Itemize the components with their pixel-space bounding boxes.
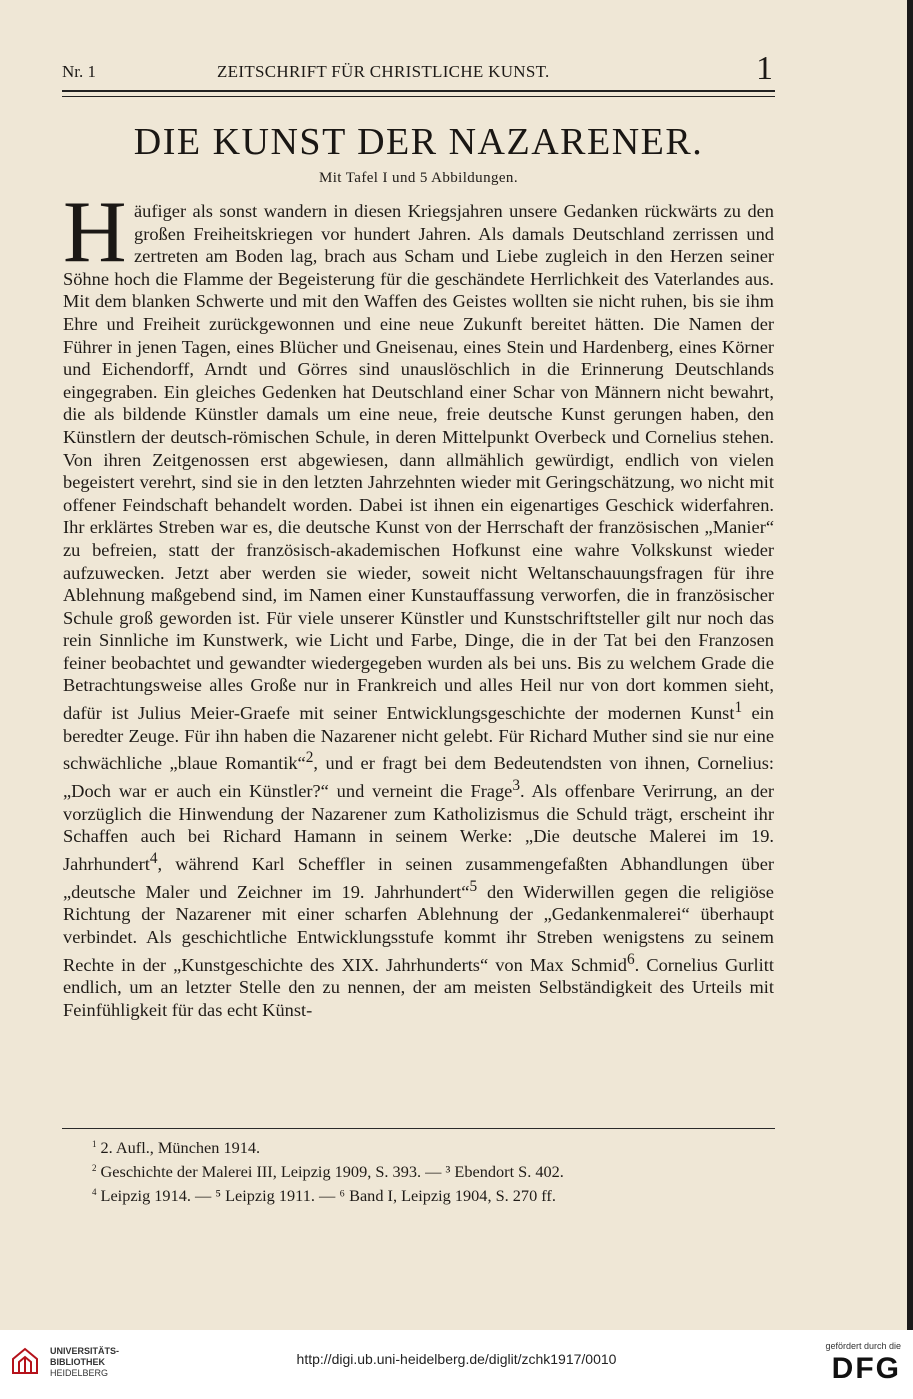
funding-note: gefördert durch die — [825, 1341, 901, 1351]
header-rule — [62, 90, 775, 92]
article-subtitle: Mit Tafel I und 5 Abbildungen. — [319, 170, 518, 186]
body-text-segment: . Cornelius Gurlitt endlich, um an letzter Stelle den zu nennen, der am meisten Selbständigkeit des Urteils mit Feinfühligkeit für das echt Künst- — [63, 954, 774, 1020]
footnote-ref-6: 6 — [626, 950, 635, 968]
journal-title: ZEITSCHRIFT FÜR CHRISTLICHE KUNST. — [217, 62, 550, 81]
body-text-segment: den Widerwillen gegen die religiöse Richtung der Nazarener mit einer scharfen Ablehnung der „Gedankenmalerei“ überhaupt verbindet. Als geschichtliche Entwicklungsstufe kommt ihr Streben wenigstens zu seinem Rechte in der „Kunstgeschichte des XIX. Jahrhunderts“ von Max Schmid — [63, 881, 774, 975]
footnote — [92, 1134, 782, 1158]
footnote-text: 2. Aufl., München 1914. — [100, 1138, 261, 1157]
footnote-mark: 1 — [92, 1139, 97, 1149]
drop-cap: H — [63, 184, 127, 281]
footnote-mark: 4 — [92, 1187, 97, 1197]
footnote-mark: 2 — [92, 1163, 97, 1173]
drop-cap-spacer — [63, 200, 134, 267]
permalink-url[interactable]: http://digi.ub.uni-heidelberg.de/diglit/zchk1917/0010 — [296, 1351, 617, 1367]
footnotes — [92, 1134, 782, 1206]
header-rule-thin — [62, 96, 775, 97]
body-text-segment: . Als offenbare Verirrung, an der vorzüglich die Hinwendung der Nazarener zum Katholizismus die Schuld trägt, erscheint ihr Schaffen auch bei Richard Hamann in seinem Werke: „Die deutsche Malerei im 19. Jahrhundert — [63, 781, 775, 875]
body-text-segment: ein beredter Zeuge. Für ihn haben die Nazarener nicht gelebt. Für Richard Muther sind sie nur eine schwächliche „blaue Romantik“ — [63, 703, 774, 774]
dfg-logo[interactable]: DFG — [831, 1352, 901, 1385]
footnote-ref-1: 1 — [734, 699, 743, 717]
article-title: DIE KUNST DER NAZARENER. — [133, 121, 704, 163]
footnote-ref-2: 2 — [305, 749, 314, 767]
footnote-ref-3: 3 — [512, 777, 521, 795]
funding-credit — [791, 1341, 901, 1386]
body-text-segment: äufiger als sonst wandern in diesen Kriegsjahren unsere Gedanken rückwärts zu den großen Freiheitskriegen vor hundert Jahren. Als damals Deutschland zerrissen und zertreten am Boden lag, brach aus Scham und Liebe zugleich in den Herzen seiner Söhne hoch die Flamme der Begeisterung für die geschändete Herrlichkeit des Vaterlandes aus. Mit dem blanken Schwerte und mit den Waffen des Geistes wollten sie nicht ruhen, bis sie ihm Ehre und Freiheit zurückgewonnen und eine neue Zukunft bereitet hätten. Die Namen der Führer in jenen Tagen, eines Blücher und Gneisenau, eines Stein und Hardenberg, eines Körner und Eichendorff, Arndt und Görres sind unauslöschlich in die Erinnerung Deutschlands eingegraben. Ein gleiches Gedenken hat Deutschland einer Schar von Männern nicht bewahrt, die als bildende Künstler damals um eine neue, freie deutsche Kunst gerungen haben, den Künstlern der deutsch-römischen Schule, in deren Mittelpunkt Overbeck und Cornelius stehen. Von ihren Zeitgenossen erst abgewiesen, dann allmählich gewürdigt, endlich von vielen begeistert verehrt, sind sie in den letzten Jahrzehnten wieder mit Geringschätzung, wo nicht mit offener Feindschaft behandelt worden. Dabei ist ihnen ein eigenartiges Geschick widerfahren. Ihr erklärtes Streben war es, die deutsche Kunst von der Herrschaft der französischen „Manier“ zu befreien, statt der französisch-akademischen Hofkunst eine wahre Volkskunst wieder aufzuwecken. Jetzt aber werden sie wieder, soweit nicht Weltanschauungsfragen für ihre Ablehnung maßgebend sind, im Namen einer Kunstauffassung verworfen, die in französischer Schule groß geworden ist. Für viele unserer Künstler und Kunstschriftsteller gilt nur noch das rein Sinnliche im Kunstwerk, wie Licht und Farbe, Dinge, die in der Tat bei den Franzosen feiner beobachtet und gewandter wiedergegeben wurden als bei uns. Bis zu welchem Grade die Betrachtungsweise alles Große nur in Frankreich und alles Heil nur von dort kommen sieht, dafür ist Julius Meier-Graefe mit seiner Entwicklungsgeschichte der modernen Kunst — [63, 201, 774, 724]
footnote — [92, 1182, 782, 1206]
page-number: 1 — [756, 50, 773, 87]
footnote-separator — [62, 1128, 775, 1129]
library-name-line: HEIDELBERG — [50, 1368, 109, 1378]
footnote-text: Geschichte der Malerei III, Leipzig 1909, S. 393. — ³ Ebendort S. 402. — [100, 1162, 564, 1181]
body-text-segment: , während Karl Scheffler in seinen zusammengefaßten Abhandlungen über „deutsche Maler und Zeichner im 19. Jahrhundert“ — [63, 854, 774, 902]
footnote-ref-5: 5 — [469, 877, 478, 895]
issue-number: Nr. 1 — [62, 62, 96, 81]
footnote-ref-4: 4 — [149, 850, 158, 867]
library-name-line: UNIVERSITÄTS- — [50, 1346, 120, 1356]
library-name-line: BIBLIOTHEK — [50, 1357, 105, 1367]
footnote-text: Leipzig 1914. — ⁵ Leipzig 1911. — ⁶ Band I, Leipzig 1904, S. 270 ff. — [100, 1186, 556, 1205]
running-head — [62, 50, 777, 88]
article-body — [63, 200, 774, 1022]
footnote — [92, 1158, 782, 1182]
body-text-segment: , und er fragt bei dem Bedeutendsten von ihnen, Cornelius: „Doch war er auch ein Künstler?“ und verneint die Frage — [63, 753, 774, 802]
